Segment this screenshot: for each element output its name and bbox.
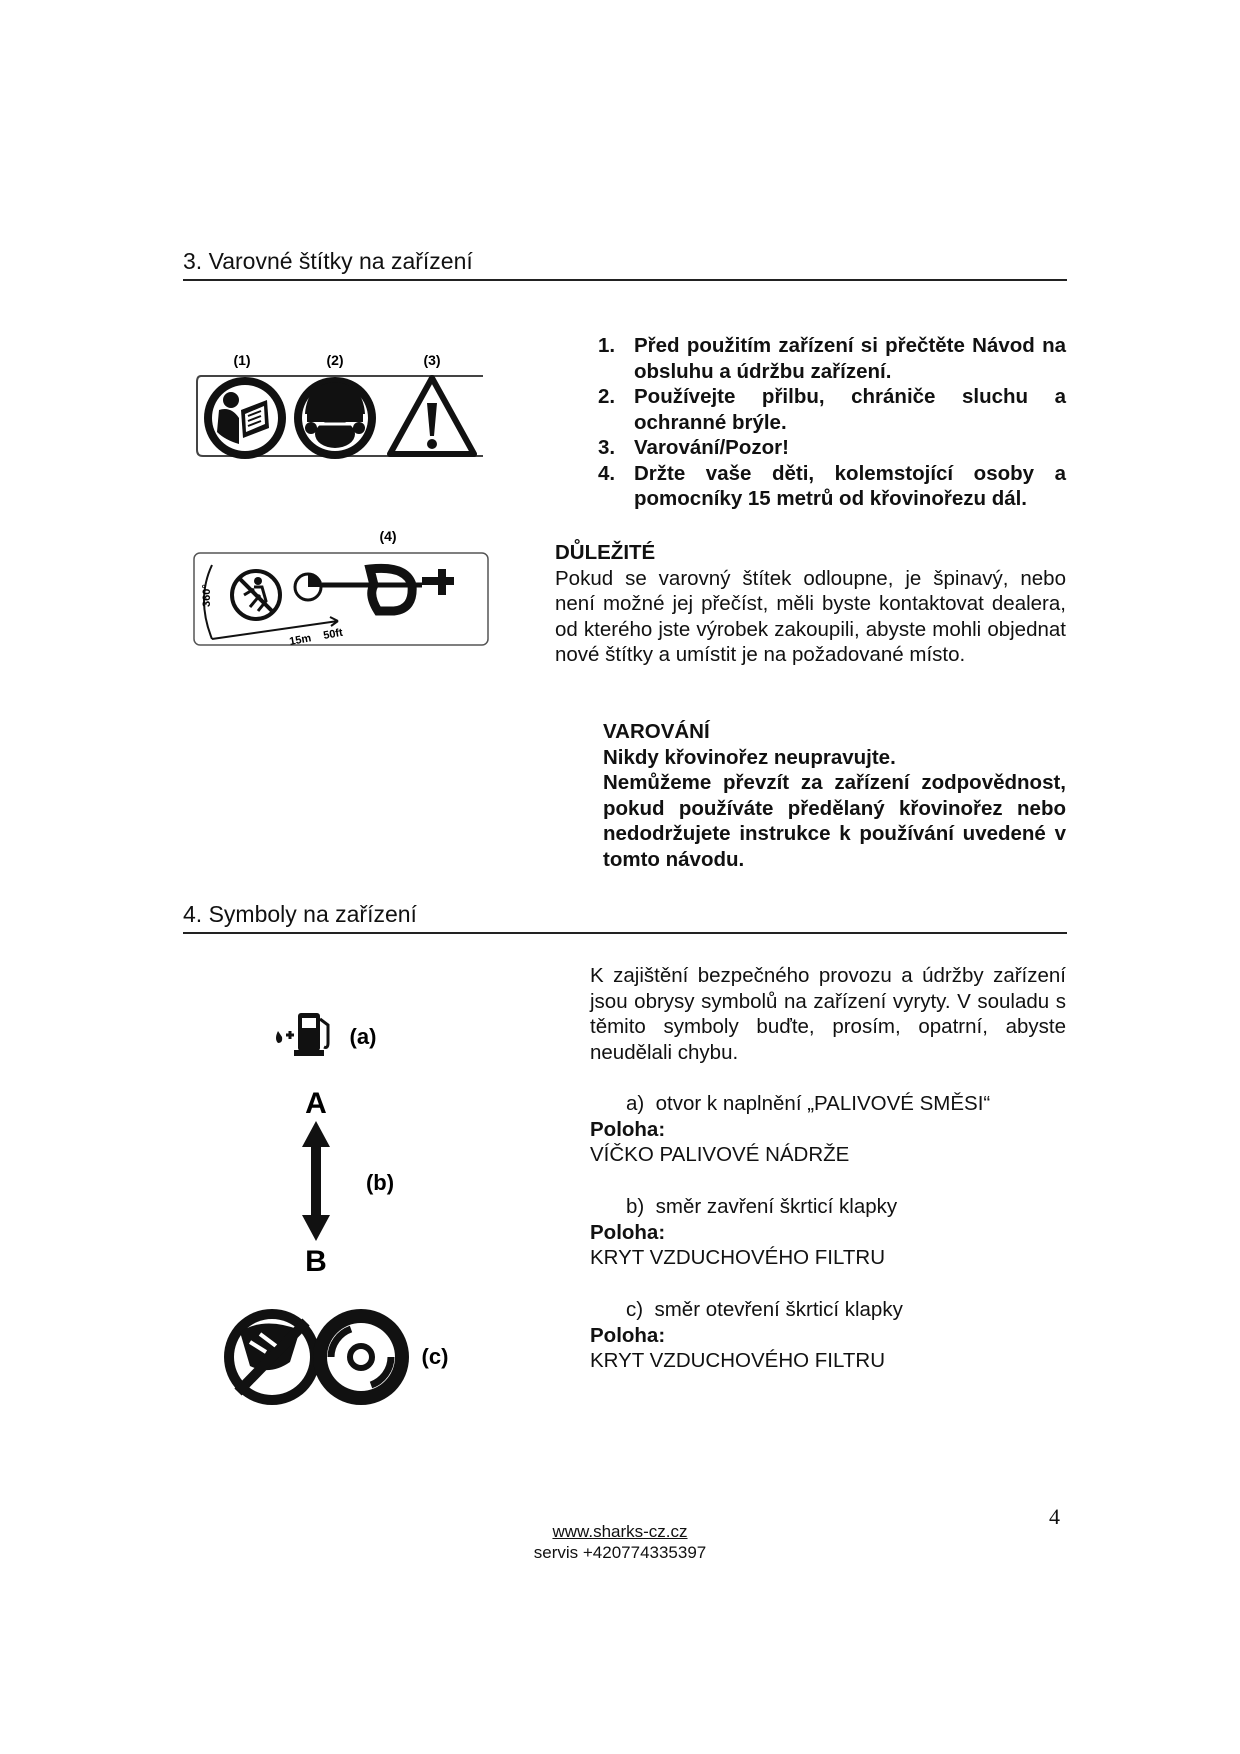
arrow-label-bottom: B [305, 1245, 327, 1275]
section-3-heading: 3. Varovné štítky na zařízení [183, 248, 1067, 281]
position-label: Poloha: [590, 1323, 666, 1347]
list-item: 4. Držte vaše děti, kolemstojící osoby a pomocníky 15 metrů od křovinořezu dál. [598, 461, 1066, 510]
warning-triangle-icon [390, 378, 474, 454]
important-text: Pokud se varovný štítek odloupne, je špinavý, nebo není možné jej přečíst, měli byste kontaktovat dealera, od kterého jste výrobek zakoupili, abyste mohli objednat nové štítky a umístit je na požadované místo. [555, 566, 1066, 666]
position-value: KRYT VZDUCHOVÉHO FILTRU [590, 1246, 886, 1269]
position-value: VÍČKO PALIVOVÉ NÁDRŽE [590, 1143, 850, 1166]
position-label: Poloha: [590, 1117, 666, 1141]
list-item: a) otvor k naplnění „PALIVOVÉ SMĚSI“ [626, 1092, 991, 1115]
warning-block [603, 719, 1066, 872]
double-arrow-icon [302, 1121, 330, 1241]
page-number: 4 [1049, 1504, 1060, 1529]
label-number-3: (3) [423, 352, 441, 368]
symbol-item-a [590, 1091, 1066, 1168]
fuel-mix-symbol [270, 1005, 400, 1065]
blade-icon [295, 574, 321, 600]
no-bystanders-icon [232, 571, 280, 619]
symbol-label-a: (a) [349, 1024, 377, 1049]
list-item: 1. Před použitím zařízení si přečtěte Návod na obsluhu a údržbu zařízení. [598, 334, 1066, 383]
footer [0, 1521, 1240, 1563]
website-link[interactable]: www.sharks-cz.cz [552, 1522, 688, 1541]
label-number-4: (4) [379, 528, 397, 544]
symbol-item-c [590, 1297, 1066, 1374]
choke-closed-icon [224, 1309, 320, 1405]
list-item: c) směr otevření škrticí klapky [626, 1298, 903, 1321]
service-phone: servis +420774335397 [533, 1543, 707, 1562]
choke-open-icon [313, 1309, 409, 1405]
distance-m-label: 15m [288, 632, 313, 648]
helmet-protection-icon [294, 377, 376, 459]
choke-direction-symbol [290, 1085, 420, 1275]
important-block [555, 540, 1066, 668]
position-value: KRYT VZDUCHOVÉHO FILTRU [590, 1349, 886, 1372]
section-4-heading: 4. Symboly na zařízení [183, 901, 1067, 934]
warning-labels-list [592, 333, 1066, 512]
label-number-2: (2) [326, 352, 344, 368]
warning-title: VAROVÁNÍ [603, 720, 710, 743]
arrow-label-top: A [305, 1087, 327, 1120]
distance-ft-label: 50ft [322, 626, 344, 642]
warning-labels-1-3 [195, 348, 485, 468]
list-item: b) směr zavření škrticí klapky [626, 1195, 898, 1218]
symbol-item-b [590, 1194, 1066, 1271]
position-label: Poloha: [590, 1220, 666, 1244]
list-item: 2. Používejte přilbu, chrániče sluchu a ochranné brýle. [598, 385, 1066, 434]
symbols-intro: K zajištění bezpečného provozu a údržby zařízení jsou obrysy symbolů na zařízení vyryty. V souladu s těmito symboly buďte, prosím, opatrní, abyste neudělali chybu. [590, 964, 1066, 1064]
read-manual-icon [204, 377, 286, 459]
important-title: DŮLEŽITÉ [555, 541, 656, 564]
symbol-label-b: (b) [365, 1170, 395, 1195]
angle-label: 360° [201, 584, 213, 607]
brushcutter-icon [322, 568, 454, 611]
symbol-label-c: (c) [421, 1344, 449, 1369]
warning-text: Nemůžeme převzít za zařízení zodpovědnost, pokud používáte předělaný křovinořez nebo nedodržujete instrukce k používání uvedené v tomto návodu. [603, 771, 1066, 871]
warning-line-1: Nikdy křovinořez neupravujte. [603, 745, 896, 769]
fuel-pump-icon [276, 1013, 328, 1056]
label-number-1: (1) [233, 352, 251, 368]
choke-open-symbol [220, 1302, 465, 1412]
warning-label-4 [192, 525, 492, 650]
list-item: 3. Varování/Pozor! [598, 436, 789, 459]
